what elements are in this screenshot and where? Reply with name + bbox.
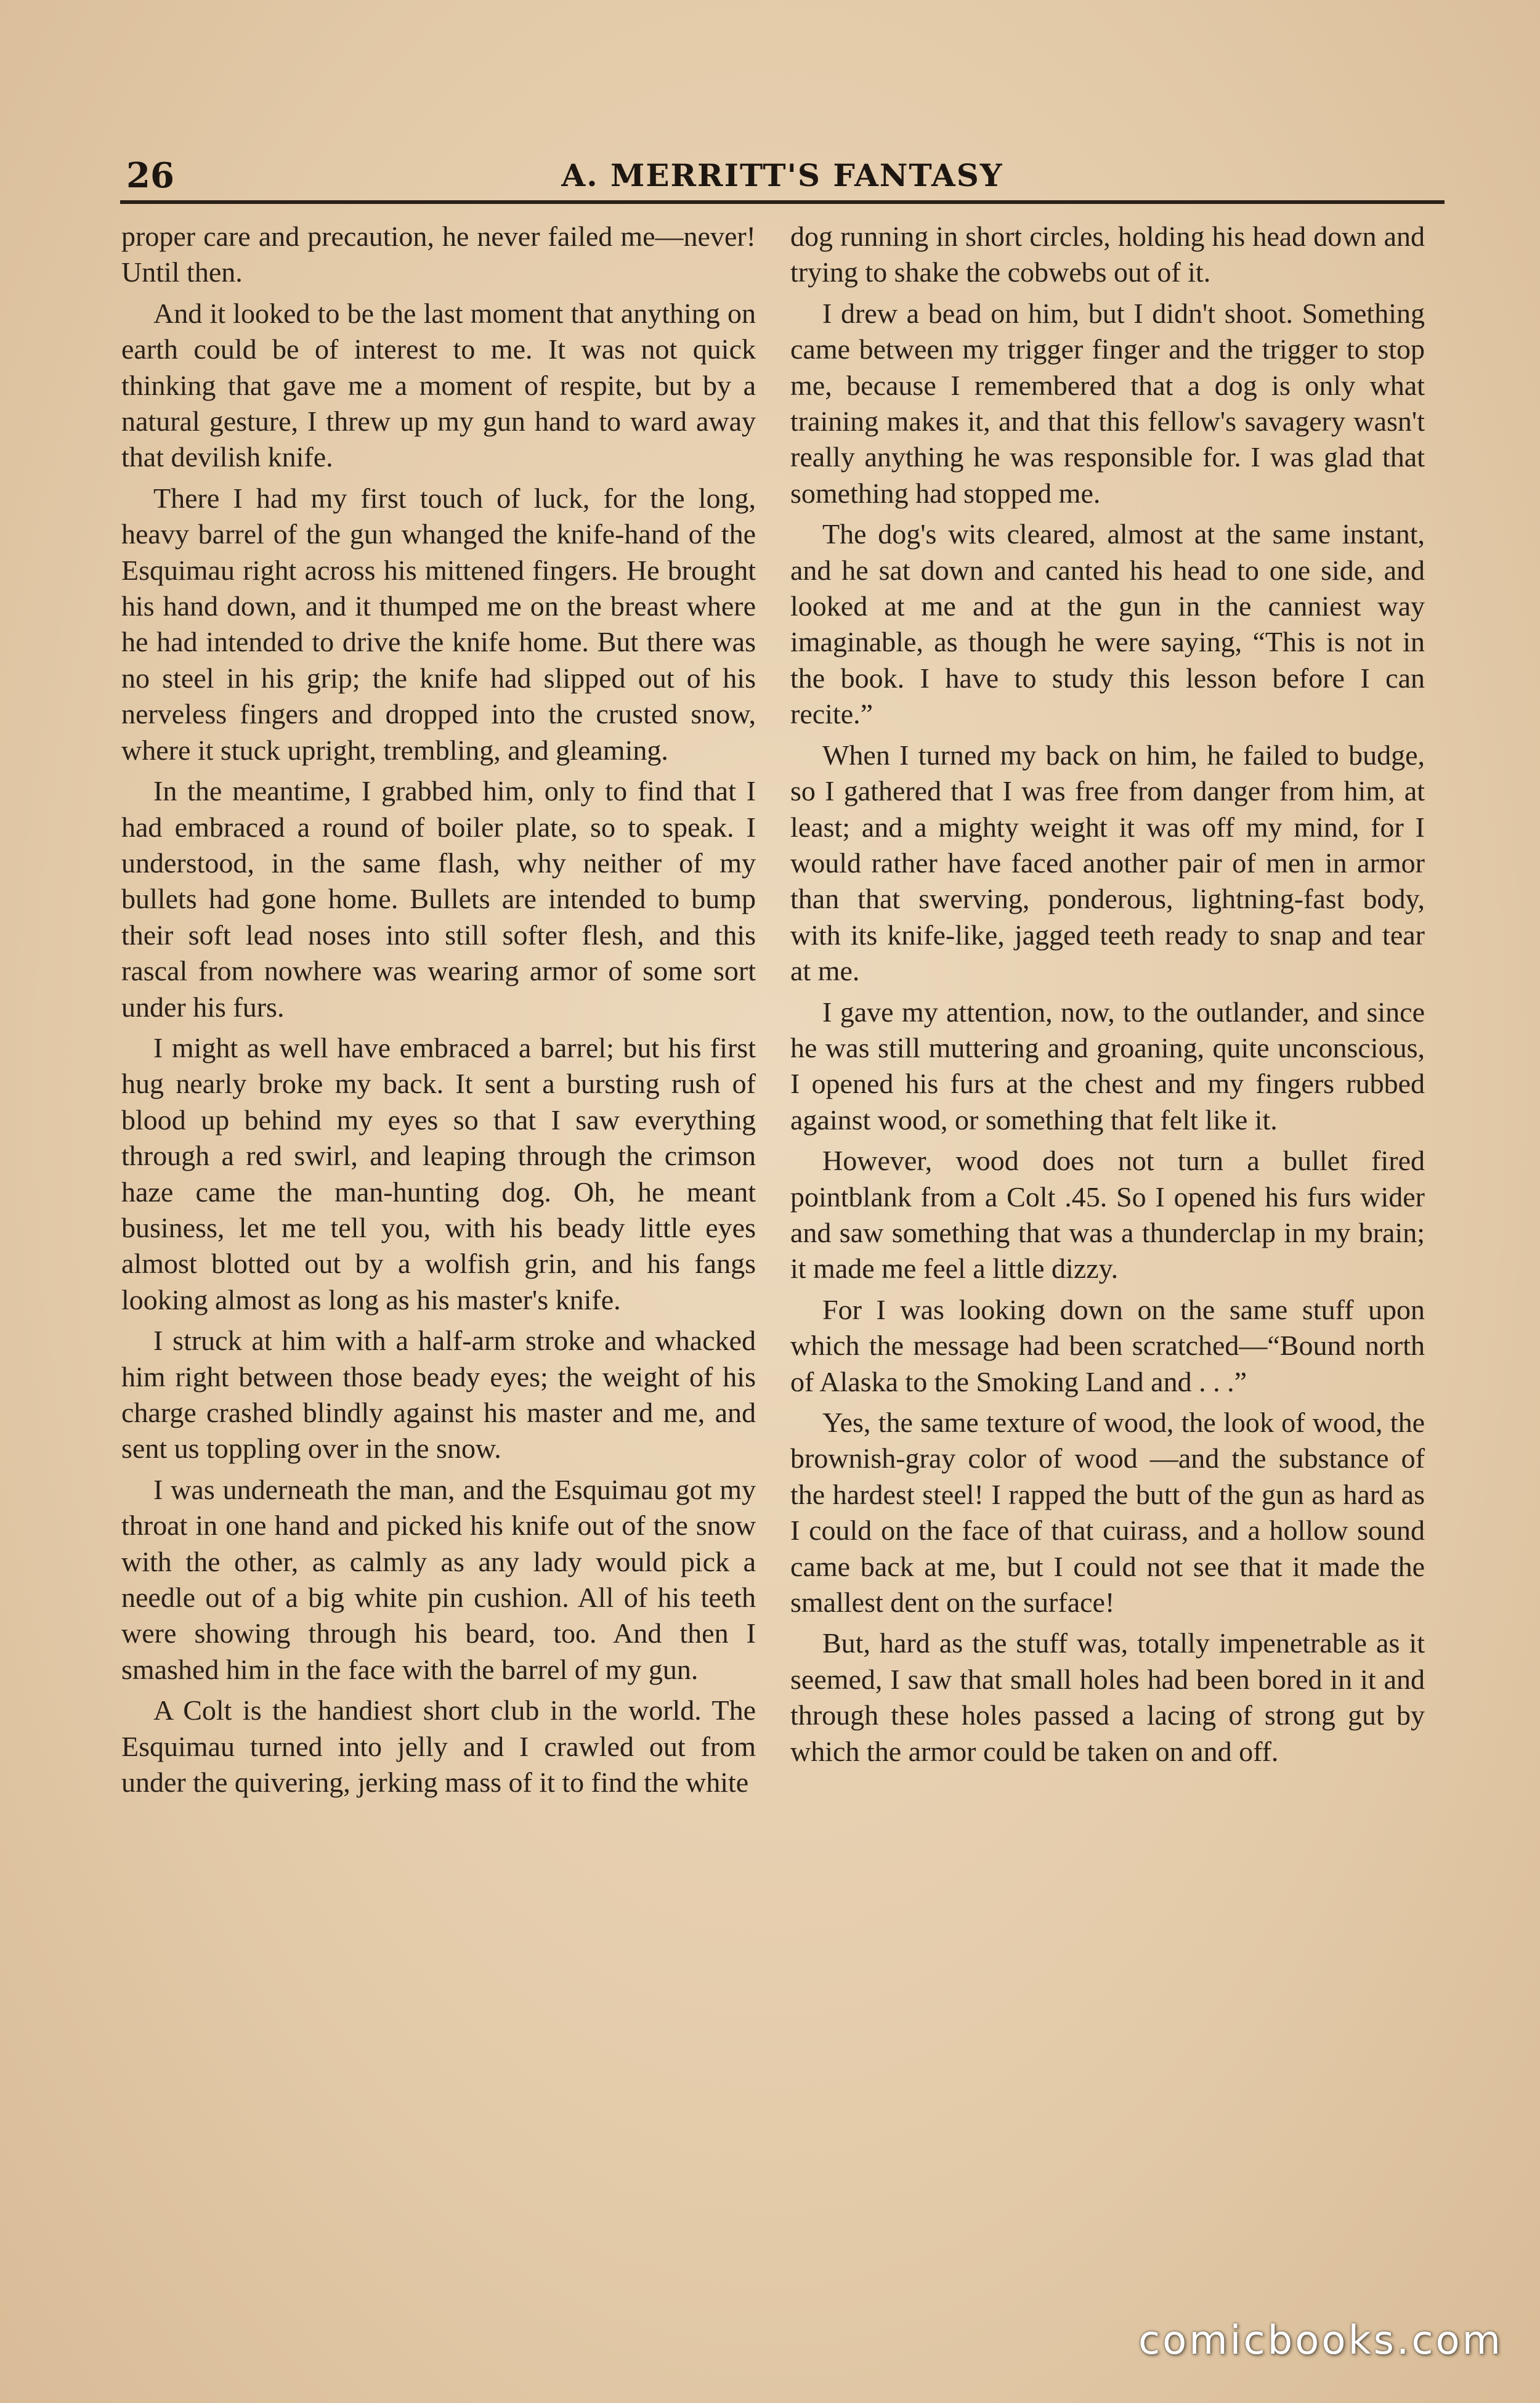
header-rule: [120, 200, 1445, 204]
paragraph: There I had my first touch of luck, for the long, heavy barrel of the gun whanged the knife-hand of the Esquimau right across his mittened fingers. He brought his hand down, and it thumped me on the breast where he had intended to drive the knife home. But there was no steel in his grip; the knife had slipped out of his nerveless fingers and dropped into the crusted snow, where it stuck upright, trembling, and gleaming.: [121, 482, 756, 766]
paragraph: For I was looking down on the same stuff upon which the message had been scratched—“Bound north of Alaska to the Smoking Land and . . .”: [790, 1293, 1425, 1397]
paragraph: The dog's wits cleared, almost at the same instant, and he sat down and canted his head to one side, and looked at me and at the gun in the canniest way imaginable, as though he were saying, “This is not in the book. I have to study this lesson before I can recite.”: [790, 518, 1425, 730]
page-number: 26: [126, 155, 174, 196]
paragraph: I drew a bead on him, but I didn't shoot. Something came between my trigger finger and the trigger to stop me, because I remembered that a dog is only what training makes it, and that this fellow's savagery wasn't really anything he was responsible for. I was glad that something had stopped me.: [790, 297, 1425, 509]
paragraph: A Colt is the handiest short club in the world. The Esquimau turned into jelly and I crawled out from under the quivering, jerking mass of it to find the white: [121, 1694, 756, 1799]
running-title: A. MERRITT'S FANTASY: [561, 157, 1003, 193]
watermark: comicbooks.com: [1138, 2318, 1503, 2364]
paragraph: proper care and precaution, he never failed me—never! Until then.: [121, 221, 756, 288]
page-header: [120, 151, 1445, 200]
paragraph: Yes, the same texture of wood, the look of wood, the brownish-gray color of wood —and the substance of the hardest steel! I rapped the butt of the gun as hard as I could on the face of that cuirass, and a hollow sound came back at me, but I could not see that it made the smallest dent on the surface!: [790, 1407, 1425, 1619]
paragraph: I struck at him with a half-arm stroke and whacked him right between those beady eyes; the weight of his charge crashed blindly against his master and me, and sent us toppling over in the snow.: [121, 1325, 756, 1465]
paragraph: In the meantime, I grabbed him, only to find that I had embraced a round of boiler plate, so to speak. I understood, in the same flash, why neither of my bullets had gone home. Bullets are intended to bump their soft lead noses into still softer flesh, and this rascal from nowhere was wearing armor of some sort under his furs.: [121, 775, 756, 1023]
right-text-column: [790, 219, 1425, 2271]
paragraph: dog running in short circles, holding his head down and trying to shake the cobwebs out of it.: [790, 221, 1425, 288]
paragraph: When I turned my back on him, he failed to budge, so I gathered that I was free from danger from him, at least; and a mighty weight it was off my mind, for I would rather have faced another pair of men in armor than that swerving, ponderous, lightning-fast body, with its knife-like, jagged teeth ready to snap and tear at me.: [790, 739, 1425, 987]
paragraph: I might as well have embraced a barrel; but his first hug nearly broke my back. It sent a bursting rush of blood up behind my eyes so that I saw everything through a red swirl, and leaping through the crimson haze came the man-hunting dog. Oh, he meant business, let me tell you, with his beady little eyes almost blotted out by a wolfish grin, and his fangs looking almost as long as his master's knife.: [121, 1031, 756, 1315]
paragraph: And it looked to be the last moment that anything on earth could be of interest to me. It was not quick thinking that gave me a moment of respite, but by a natural gesture, I threw up my gun hand to ward away that devilish knife.: [121, 297, 756, 473]
paragraph: I gave my attention, now, to the outlander, and since he was still muttering and groaning, quite unconscious, I opened his furs at the chest and my fingers rubbed against wood, or something that felt like it.: [790, 996, 1425, 1136]
paragraph: I was underneath the man, and the Esquimau got my throat in one hand and picked his knife out of the snow with the other, as calmly as any lady would pick a needle out of a big white pin cushion. All of his teeth were showing through his beard, too. And then I smashed him in the face with the barrel of my gun.: [121, 1473, 756, 1685]
paragraph: But, hard as the stuff was, totally impenetrable as it seemed, I saw that small holes had been bored in it and through these holes passed a lacing of strong gut by which the armor could be taken on and off.: [790, 1627, 1425, 1767]
left-text-column: [121, 219, 756, 2271]
paragraph: However, wood does not turn a bullet fired pointblank from a Colt .45. So I opened his furs wider and saw something that was a thunderclap in my brain; it made me feel a little dizzy.: [790, 1145, 1425, 1285]
